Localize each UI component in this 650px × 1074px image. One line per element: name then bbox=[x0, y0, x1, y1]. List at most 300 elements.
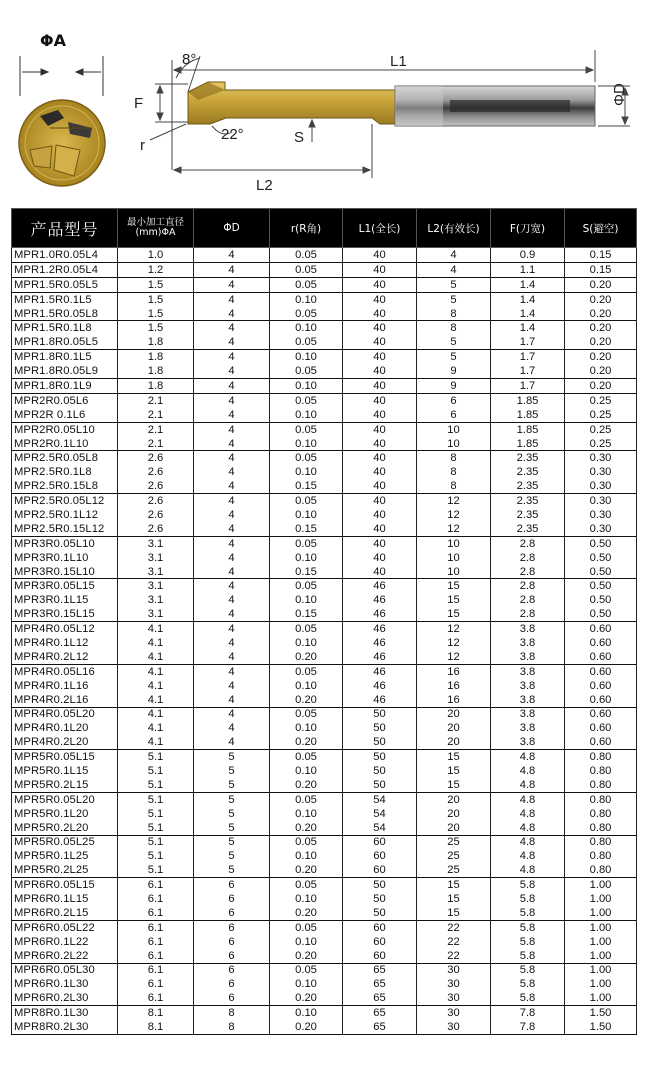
cell-f: 1.4 bbox=[491, 321, 565, 335]
cell-model: MPR2R0.05L6 bbox=[12, 393, 118, 407]
cell-l2: 12 bbox=[417, 494, 491, 508]
cell-f: 4.8 bbox=[491, 750, 565, 764]
cell-r: 0.20 bbox=[270, 693, 343, 707]
cell-r: 0.10 bbox=[270, 636, 343, 650]
cell-r: 0.05 bbox=[270, 277, 343, 292]
cell-model: MPR1.8R0.1L9 bbox=[12, 379, 118, 394]
cell-l2: 20 bbox=[417, 735, 491, 749]
cell-phi-d: 6 bbox=[194, 878, 270, 892]
cell-f: 7.8 bbox=[491, 1006, 565, 1020]
table-row bbox=[12, 650, 637, 664]
cell-r: 0.15 bbox=[270, 607, 343, 621]
cell-r: 0.20 bbox=[270, 821, 343, 835]
cell-l2: 6 bbox=[417, 393, 491, 407]
cell-min-diameter: 5.1 bbox=[118, 807, 194, 821]
cell-r: 0.05 bbox=[270, 963, 343, 977]
cell-r: 0.20 bbox=[270, 650, 343, 664]
cell-r: 0.15 bbox=[270, 565, 343, 579]
cell-f: 7.8 bbox=[491, 1020, 565, 1034]
cell-min-diameter: 2.6 bbox=[118, 494, 194, 508]
cell-phi-d: 4 bbox=[194, 393, 270, 407]
cell-l1: 46 bbox=[343, 579, 417, 593]
cell-min-diameter: 4.1 bbox=[118, 622, 194, 636]
cell-phi-d: 8 bbox=[194, 1006, 270, 1020]
cell-f: 2.35 bbox=[491, 522, 565, 536]
cell-phi-d: 4 bbox=[194, 536, 270, 550]
table-row bbox=[12, 750, 637, 764]
cell-s: 0.20 bbox=[565, 350, 637, 364]
header-s: S(避空) bbox=[565, 209, 637, 248]
cell-l1: 60 bbox=[343, 935, 417, 949]
table-row bbox=[12, 963, 637, 977]
cell-l2: 16 bbox=[417, 693, 491, 707]
cell-phi-d: 8 bbox=[194, 1020, 270, 1034]
cell-r: 0.05 bbox=[270, 792, 343, 806]
cell-l2: 25 bbox=[417, 863, 491, 877]
cell-phi-d: 4 bbox=[194, 479, 270, 493]
table-row bbox=[12, 892, 637, 906]
cell-r: 0.05 bbox=[270, 750, 343, 764]
cell-l2: 5 bbox=[417, 277, 491, 292]
table-row bbox=[12, 991, 637, 1005]
table-row bbox=[12, 664, 637, 678]
cell-l1: 40 bbox=[343, 408, 417, 422]
cell-phi-d: 4 bbox=[194, 408, 270, 422]
header-l1: L1(全长) bbox=[343, 209, 417, 248]
cell-l2: 15 bbox=[417, 892, 491, 906]
cell-s: 0.20 bbox=[565, 364, 637, 378]
cell-l1: 46 bbox=[343, 650, 417, 664]
spec-table bbox=[11, 208, 637, 1035]
cell-r: 0.10 bbox=[270, 379, 343, 394]
cell-phi-d: 5 bbox=[194, 807, 270, 821]
cell-s: 1.00 bbox=[565, 991, 637, 1005]
cell-l1: 40 bbox=[343, 522, 417, 536]
cell-min-diameter: 2.6 bbox=[118, 479, 194, 493]
table-row bbox=[12, 707, 637, 721]
cell-l1: 50 bbox=[343, 721, 417, 735]
table-row bbox=[12, 522, 637, 536]
cell-l1: 40 bbox=[343, 508, 417, 522]
cell-min-diameter: 8.1 bbox=[118, 1006, 194, 1020]
cell-s: 1.00 bbox=[565, 949, 637, 963]
cell-f: 0.9 bbox=[491, 248, 565, 263]
cell-min-diameter: 1.5 bbox=[118, 321, 194, 335]
cell-r: 0.10 bbox=[270, 593, 343, 607]
cell-phi-d: 4 bbox=[194, 292, 270, 306]
cell-model: MPR1.5R0.05L5 bbox=[12, 277, 118, 292]
cell-model: MPR6R0.2L15 bbox=[12, 906, 118, 920]
cell-model: MPR5R0.2L25 bbox=[12, 863, 118, 877]
cell-phi-d: 6 bbox=[194, 977, 270, 991]
cell-r: 0.05 bbox=[270, 422, 343, 436]
cell-l2: 25 bbox=[417, 849, 491, 863]
end-view-icon bbox=[19, 100, 105, 186]
cell-phi-d: 6 bbox=[194, 892, 270, 906]
cell-model: MPR1.0R0.05L4 bbox=[12, 248, 118, 263]
cell-s: 1.50 bbox=[565, 1020, 637, 1034]
cell-phi-d: 4 bbox=[194, 508, 270, 522]
cell-f: 1.85 bbox=[491, 437, 565, 451]
cell-f: 4.8 bbox=[491, 849, 565, 863]
table-row bbox=[12, 508, 637, 522]
cell-model: MPR5R0.05L20 bbox=[12, 792, 118, 806]
cell-model: MPR6R0.05L30 bbox=[12, 963, 118, 977]
cell-r: 0.05 bbox=[270, 878, 343, 892]
cell-f: 1.1 bbox=[491, 262, 565, 277]
cell-s: 0.30 bbox=[565, 508, 637, 522]
cell-l2: 4 bbox=[417, 262, 491, 277]
cell-r: 0.15 bbox=[270, 522, 343, 536]
cell-phi-d: 4 bbox=[194, 277, 270, 292]
cell-f: 2.8 bbox=[491, 536, 565, 550]
angle-top-label: 8° bbox=[182, 51, 197, 68]
cell-r: 0.05 bbox=[270, 262, 343, 277]
table-row bbox=[12, 721, 637, 735]
cell-min-diameter: 5.1 bbox=[118, 849, 194, 863]
cell-model: MPR1.5R0.1L8 bbox=[12, 321, 118, 335]
cell-model: MPR2.5R0.05L12 bbox=[12, 494, 118, 508]
cell-s: 0.80 bbox=[565, 792, 637, 806]
cell-l2: 30 bbox=[417, 963, 491, 977]
table-row bbox=[12, 863, 637, 877]
cell-l1: 50 bbox=[343, 878, 417, 892]
cell-min-diameter: 8.1 bbox=[118, 1020, 194, 1034]
cell-min-diameter: 4.1 bbox=[118, 693, 194, 707]
cell-r: 0.10 bbox=[270, 508, 343, 522]
cell-s: 0.50 bbox=[565, 565, 637, 579]
cell-l2: 5 bbox=[417, 292, 491, 306]
cell-model: MPR1.2R0.05L4 bbox=[12, 262, 118, 277]
cell-min-diameter: 3.1 bbox=[118, 551, 194, 565]
phi-a-dimension bbox=[20, 56, 103, 96]
cell-l1: 65 bbox=[343, 991, 417, 1005]
cell-l1: 54 bbox=[343, 807, 417, 821]
cell-r: 0.20 bbox=[270, 778, 343, 792]
cell-phi-d: 4 bbox=[194, 465, 270, 479]
cell-model: MPR8R0.1L30 bbox=[12, 1006, 118, 1020]
table-header-row bbox=[12, 209, 637, 248]
table-row bbox=[12, 321, 637, 335]
cell-r: 0.10 bbox=[270, 679, 343, 693]
cell-l1: 46 bbox=[343, 622, 417, 636]
cell-l1: 46 bbox=[343, 693, 417, 707]
cell-l2: 22 bbox=[417, 949, 491, 963]
table-row bbox=[12, 479, 637, 493]
cell-l1: 40 bbox=[343, 393, 417, 407]
cell-min-diameter: 4.1 bbox=[118, 650, 194, 664]
cell-min-diameter: 6.1 bbox=[118, 906, 194, 920]
cell-min-diameter: 2.1 bbox=[118, 422, 194, 436]
cell-f: 3.8 bbox=[491, 650, 565, 664]
cell-model: MPR6R0.05L15 bbox=[12, 878, 118, 892]
cell-model: MPR3R0.05L15 bbox=[12, 579, 118, 593]
table-row bbox=[12, 792, 637, 806]
cell-s: 0.80 bbox=[565, 821, 637, 835]
cell-s: 0.50 bbox=[565, 536, 637, 550]
cell-model: MPR2.5R0.1L12 bbox=[12, 508, 118, 522]
cell-l2: 8 bbox=[417, 465, 491, 479]
cell-f: 3.8 bbox=[491, 679, 565, 693]
header-l2: L2(有效长) bbox=[417, 209, 491, 248]
table-row bbox=[12, 693, 637, 707]
table-row bbox=[12, 307, 637, 321]
cell-model: MPR4R0.05L20 bbox=[12, 707, 118, 721]
cell-s: 0.50 bbox=[565, 579, 637, 593]
cell-l1: 40 bbox=[343, 437, 417, 451]
cell-l1: 40 bbox=[343, 292, 417, 306]
table-row bbox=[12, 565, 637, 579]
s-label: S bbox=[294, 129, 305, 146]
cell-phi-d: 4 bbox=[194, 437, 270, 451]
cell-l2: 8 bbox=[417, 451, 491, 465]
cell-model: MPR5R0.2L20 bbox=[12, 821, 118, 835]
cell-l1: 40 bbox=[343, 350, 417, 364]
cell-min-diameter: 1.8 bbox=[118, 379, 194, 394]
cell-phi-d: 4 bbox=[194, 707, 270, 721]
cell-r: 0.20 bbox=[270, 991, 343, 1005]
cell-f: 3.8 bbox=[491, 636, 565, 650]
cell-min-diameter: 2.6 bbox=[118, 451, 194, 465]
cell-model: MPR4R0.1L12 bbox=[12, 636, 118, 650]
cell-f: 3.8 bbox=[491, 721, 565, 735]
cell-r: 0.05 bbox=[270, 536, 343, 550]
cell-phi-d: 4 bbox=[194, 664, 270, 678]
cell-min-diameter: 1.8 bbox=[118, 350, 194, 364]
cell-l1: 50 bbox=[343, 764, 417, 778]
cell-phi-d: 4 bbox=[194, 551, 270, 565]
cell-r: 0.05 bbox=[270, 494, 343, 508]
cell-r: 0.10 bbox=[270, 849, 343, 863]
cell-model: MPR2.5R0.15L8 bbox=[12, 479, 118, 493]
cell-model: MPR4R0.1L16 bbox=[12, 679, 118, 693]
cell-min-diameter: 6.1 bbox=[118, 949, 194, 963]
table-row bbox=[12, 636, 637, 650]
cell-min-diameter: 2.6 bbox=[118, 465, 194, 479]
header-phi-d: ΦD bbox=[194, 209, 270, 248]
cell-phi-d: 4 bbox=[194, 307, 270, 321]
cell-s: 0.60 bbox=[565, 707, 637, 721]
cell-l1: 40 bbox=[343, 465, 417, 479]
table-row bbox=[12, 579, 637, 593]
cell-phi-d: 4 bbox=[194, 522, 270, 536]
cell-model: MPR3R0.15L10 bbox=[12, 565, 118, 579]
cell-s: 1.50 bbox=[565, 1006, 637, 1020]
cell-phi-d: 6 bbox=[194, 906, 270, 920]
table-row bbox=[12, 778, 637, 792]
cell-s: 0.20 bbox=[565, 379, 637, 394]
cell-l2: 30 bbox=[417, 991, 491, 1005]
cell-r: 0.05 bbox=[270, 707, 343, 721]
cell-s: 0.60 bbox=[565, 721, 637, 735]
cell-min-diameter: 5.1 bbox=[118, 835, 194, 849]
cell-phi-d: 4 bbox=[194, 335, 270, 349]
cell-l1: 46 bbox=[343, 607, 417, 621]
cell-s: 0.60 bbox=[565, 636, 637, 650]
cell-model: MPR2.5R0.1L8 bbox=[12, 465, 118, 479]
header-f: F(刀宽) bbox=[491, 209, 565, 248]
cell-phi-d: 4 bbox=[194, 565, 270, 579]
cell-s: 0.60 bbox=[565, 679, 637, 693]
cell-s: 1.00 bbox=[565, 878, 637, 892]
cell-model: MPR3R0.1L10 bbox=[12, 551, 118, 565]
cell-min-diameter: 5.1 bbox=[118, 821, 194, 835]
cell-min-diameter: 6.1 bbox=[118, 920, 194, 934]
cell-l2: 10 bbox=[417, 437, 491, 451]
cell-s: 0.20 bbox=[565, 335, 637, 349]
cell-min-diameter: 1.8 bbox=[118, 335, 194, 349]
cell-l1: 40 bbox=[343, 262, 417, 277]
cell-s: 0.30 bbox=[565, 451, 637, 465]
cell-l1: 50 bbox=[343, 707, 417, 721]
cell-phi-d: 4 bbox=[194, 636, 270, 650]
f-label: F bbox=[134, 95, 144, 112]
cell-f: 3.8 bbox=[491, 664, 565, 678]
cell-model: MPR4R0.1L20 bbox=[12, 721, 118, 735]
table-row bbox=[12, 607, 637, 621]
cell-l2: 15 bbox=[417, 778, 491, 792]
cell-l2: 12 bbox=[417, 522, 491, 536]
cell-s: 0.50 bbox=[565, 593, 637, 607]
cell-phi-d: 4 bbox=[194, 721, 270, 735]
cell-l2: 30 bbox=[417, 977, 491, 991]
table-row bbox=[12, 764, 637, 778]
cell-s: 0.20 bbox=[565, 277, 637, 292]
table-row bbox=[12, 292, 637, 306]
cell-l2: 25 bbox=[417, 835, 491, 849]
cell-phi-d: 5 bbox=[194, 792, 270, 806]
cell-f: 2.8 bbox=[491, 579, 565, 593]
cell-r: 0.05 bbox=[270, 451, 343, 465]
cell-min-diameter: 1.2 bbox=[118, 262, 194, 277]
cell-l2: 20 bbox=[417, 721, 491, 735]
table-row bbox=[12, 977, 637, 991]
cell-f: 4.8 bbox=[491, 778, 565, 792]
table-row bbox=[12, 248, 637, 263]
cell-f: 4.8 bbox=[491, 807, 565, 821]
cell-s: 0.30 bbox=[565, 522, 637, 536]
l2-label: L2 bbox=[256, 177, 273, 194]
cell-min-diameter: 5.1 bbox=[118, 863, 194, 877]
cell-model: MPR2R0.1L10 bbox=[12, 437, 118, 451]
cell-model: MPR8R0.2L30 bbox=[12, 1020, 118, 1034]
cell-l2: 12 bbox=[417, 508, 491, 522]
cell-min-diameter: 4.1 bbox=[118, 664, 194, 678]
cell-l1: 65 bbox=[343, 1020, 417, 1034]
cell-min-diameter: 1.5 bbox=[118, 292, 194, 306]
cell-s: 1.00 bbox=[565, 892, 637, 906]
cell-min-diameter: 5.1 bbox=[118, 764, 194, 778]
cell-l1: 54 bbox=[343, 792, 417, 806]
cell-l2: 8 bbox=[417, 307, 491, 321]
cell-l2: 15 bbox=[417, 579, 491, 593]
cell-r: 0.05 bbox=[270, 622, 343, 636]
cell-min-diameter: 1.5 bbox=[118, 307, 194, 321]
cell-l2: 22 bbox=[417, 920, 491, 934]
cell-l2: 20 bbox=[417, 807, 491, 821]
cell-min-diameter: 3.1 bbox=[118, 593, 194, 607]
table-row bbox=[12, 1020, 637, 1034]
cell-f: 1.7 bbox=[491, 335, 565, 349]
cell-f: 1.4 bbox=[491, 307, 565, 321]
cell-l1: 65 bbox=[343, 963, 417, 977]
cell-min-diameter: 6.1 bbox=[118, 878, 194, 892]
cell-l1: 40 bbox=[343, 494, 417, 508]
cell-phi-d: 4 bbox=[194, 422, 270, 436]
cell-l1: 46 bbox=[343, 636, 417, 650]
cell-phi-d: 4 bbox=[194, 364, 270, 378]
cell-phi-d: 4 bbox=[194, 321, 270, 335]
cell-r: 0.05 bbox=[270, 835, 343, 849]
cell-phi-d: 4 bbox=[194, 451, 270, 465]
cell-phi-d: 6 bbox=[194, 935, 270, 949]
table-row bbox=[12, 679, 637, 693]
cell-f: 1.7 bbox=[491, 350, 565, 364]
table-row bbox=[12, 920, 637, 934]
table-row bbox=[12, 408, 637, 422]
cell-model: MPR4R0.2L20 bbox=[12, 735, 118, 749]
cell-phi-d: 4 bbox=[194, 622, 270, 636]
cell-min-diameter: 5.1 bbox=[118, 792, 194, 806]
cell-s: 0.60 bbox=[565, 650, 637, 664]
angle-bottom-label: 22° bbox=[221, 126, 244, 143]
r-label: r bbox=[140, 137, 145, 154]
cell-f: 4.8 bbox=[491, 792, 565, 806]
cell-phi-d: 4 bbox=[194, 494, 270, 508]
table-row bbox=[12, 451, 637, 465]
table-row bbox=[12, 593, 637, 607]
cell-l2: 20 bbox=[417, 821, 491, 835]
cell-f: 1.4 bbox=[491, 292, 565, 306]
cell-l1: 40 bbox=[343, 551, 417, 565]
cell-f: 2.35 bbox=[491, 494, 565, 508]
cell-model: MPR5R0.1L20 bbox=[12, 807, 118, 821]
cell-s: 1.00 bbox=[565, 920, 637, 934]
cell-s: 0.50 bbox=[565, 551, 637, 565]
cell-r: 0.10 bbox=[270, 764, 343, 778]
cell-r: 0.05 bbox=[270, 920, 343, 934]
table-row bbox=[12, 364, 637, 378]
table-row bbox=[12, 807, 637, 821]
table-row bbox=[12, 465, 637, 479]
table-row bbox=[12, 735, 637, 749]
cell-min-diameter: 2.6 bbox=[118, 522, 194, 536]
cell-r: 0.05 bbox=[270, 393, 343, 407]
cell-s: 0.15 bbox=[565, 262, 637, 277]
cell-f: 2.35 bbox=[491, 508, 565, 522]
cell-f: 4.8 bbox=[491, 835, 565, 849]
cell-f: 5.8 bbox=[491, 977, 565, 991]
cell-f: 2.35 bbox=[491, 451, 565, 465]
cell-s: 0.25 bbox=[565, 422, 637, 436]
cell-min-diameter: 4.1 bbox=[118, 636, 194, 650]
cell-l1: 54 bbox=[343, 821, 417, 835]
cell-min-diameter: 1.5 bbox=[118, 277, 194, 292]
cell-l1: 50 bbox=[343, 892, 417, 906]
cell-l1: 40 bbox=[343, 451, 417, 465]
cell-phi-d: 5 bbox=[194, 750, 270, 764]
cell-min-diameter: 6.1 bbox=[118, 977, 194, 991]
table-row bbox=[12, 494, 637, 508]
cell-f: 3.8 bbox=[491, 622, 565, 636]
cell-phi-d: 5 bbox=[194, 863, 270, 877]
cell-l2: 30 bbox=[417, 1020, 491, 1034]
cell-f: 5.8 bbox=[491, 935, 565, 949]
cell-phi-d: 4 bbox=[194, 379, 270, 394]
cell-s: 0.80 bbox=[565, 778, 637, 792]
cell-model: MPR5R0.1L15 bbox=[12, 764, 118, 778]
cell-r: 0.10 bbox=[270, 551, 343, 565]
